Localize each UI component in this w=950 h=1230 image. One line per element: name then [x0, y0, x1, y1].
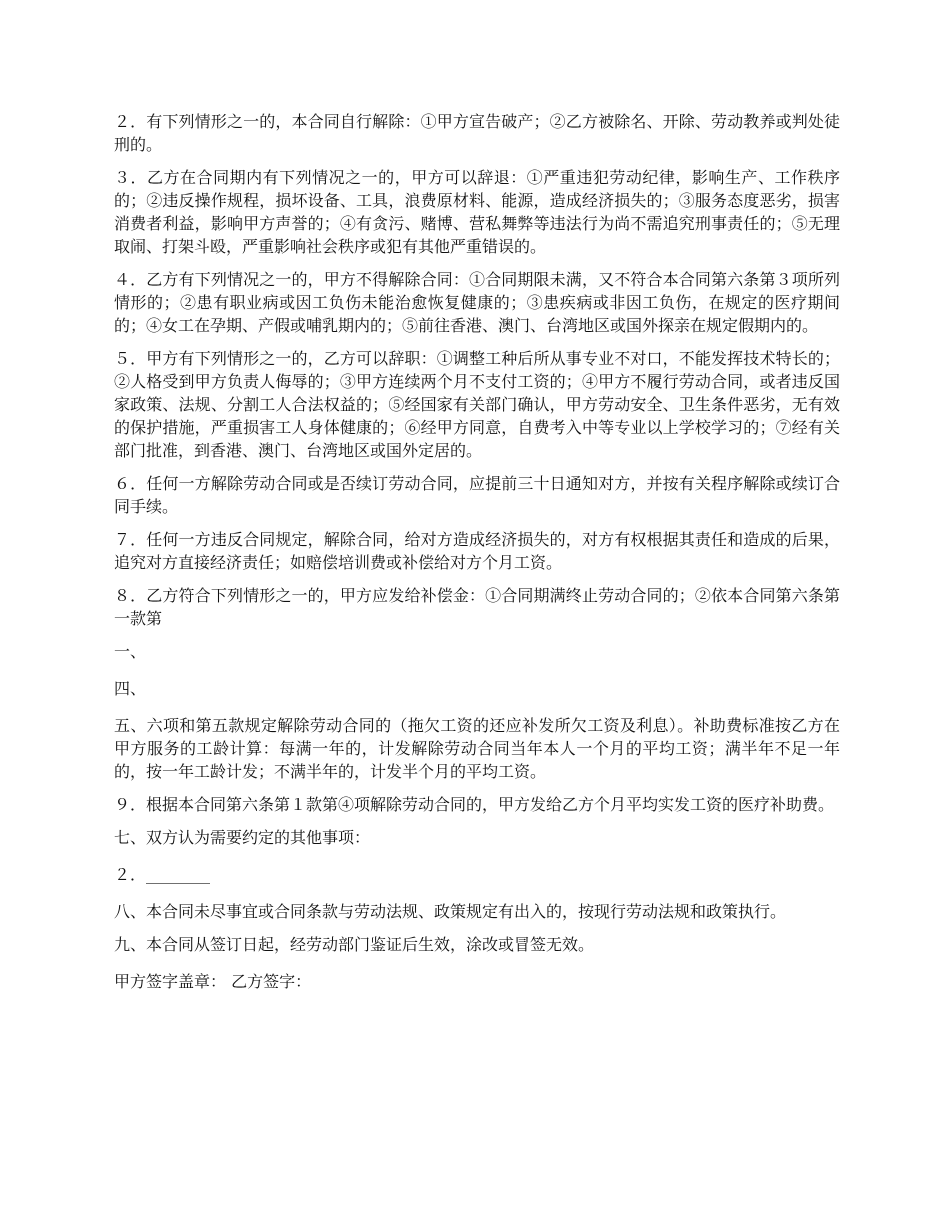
document-page — [114, 110, 840, 993]
clause-5: ５．甲方有下列情形之一的，乙方可以辞职：①调整工种后所从事专业不对口，不能发挥技术特长的；②人格受到甲方负责人侮辱的；③甲方连续两个月不支付工资的；④甲方不履行劳动合同，或者违反国家政策、法规、分割工人合法权益的；⑤经国家有关部门确认，甲方劳动安全、卫生条件恶劣，无有效的保护措施，严重损害工人身体健康的；⑥经甲方同意，自费考入中等专业以上学校学习的；⑦经有关部门批准，到香港、澳门、台湾地区或国外定居的。 — [114, 349, 840, 460]
clause-6: ６．任何一方解除劳动合同或是否续订劳动合同，应提前三十日通知对方，并按有关程序解除或续订合同手续。 — [114, 474, 840, 516]
section-one-heading: 一、 — [114, 642, 147, 661]
clause-3: ３．乙方在合同期内有下列情况之一的，甲方可以辞退：①严重违犯劳动纪律，影响生产、工作秩序的；②违反操作规程，损坏设备、工具，浪费原材料、能源，造成经济损失的；③服务态度恶劣，损害消费者利益，影响甲方声誉的；④有贪污、赌博、营私舞弊等违法行为尚不需追究刑事责任的；⑤无理取闹、打架斗殴，严重影响社会秩序或犯有其他严重错误的。 — [114, 168, 840, 256]
clause-9: ９．根据本合同第六条第１款第④项解除劳动合同的，甲方发给乙方个月平均实发工资的医疗补助费。 — [114, 795, 835, 814]
clause-8: ８．乙方符合下列情形之一的，甲方应发给补偿金：①合同期满终止劳动合同的；②依本合同第六条第一款第 — [114, 586, 840, 628]
section-seven-item-2: ２．________ — [114, 865, 211, 884]
clause-4: ４．乙方有下列情况之一的，甲方不得解除合同：①合同期限未满，又不符合本合同第六条第３项所列情形的；②患有职业病或因工负伤未能治愈恢复健康的；③患疾病或非因工负伤，在规定的医疗期间的；④女工在孕期、产假或哺乳期内的；⑤前往香港、澳门、台湾地区或国外探亲在规定假期内的。 — [114, 270, 840, 335]
signature-line: 甲方签字盖章： 乙方签字： — [114, 972, 312, 991]
section-nine: 九、本合同从签订日起，经劳动部门鉴证后生效，涂改或冒签无效。 — [114, 935, 595, 954]
section-four-heading: 四、 — [114, 679, 147, 698]
clause-7: ７．任何一方违反合同规定，解除合同，给对方造成经济损失的，对方有权根据其责任和造成的后果，追究对方直接经济责任；如赔偿培训费或补偿给对方个月工资。 — [114, 530, 840, 572]
section-eight: 八、本合同未尽事宜或合同条款与劳动法规、政策规定有出入的，按现行劳动法规和政策执行。 — [114, 902, 787, 921]
section-five-six: 五、六项和第五款规定解除劳动合同的（拖欠工资的还应补发所欠工资及利息）。补助费标准按乙方在甲方服务的工龄计算：每满一年的，计发解除劳动合同当年本人一个月的平均工资；满半年不足一年的，按一年工龄计发；不满半年的，计发半个月的平均工资。 — [114, 716, 840, 781]
clause-2: ２．有下列情形之一的，本合同自行解除：①甲方宣告破产；②乙方被除名、开除、劳动教养或判处徒刑的。 — [114, 112, 840, 154]
section-seven: 七、双方认为需要约定的其他事项： — [114, 828, 371, 847]
